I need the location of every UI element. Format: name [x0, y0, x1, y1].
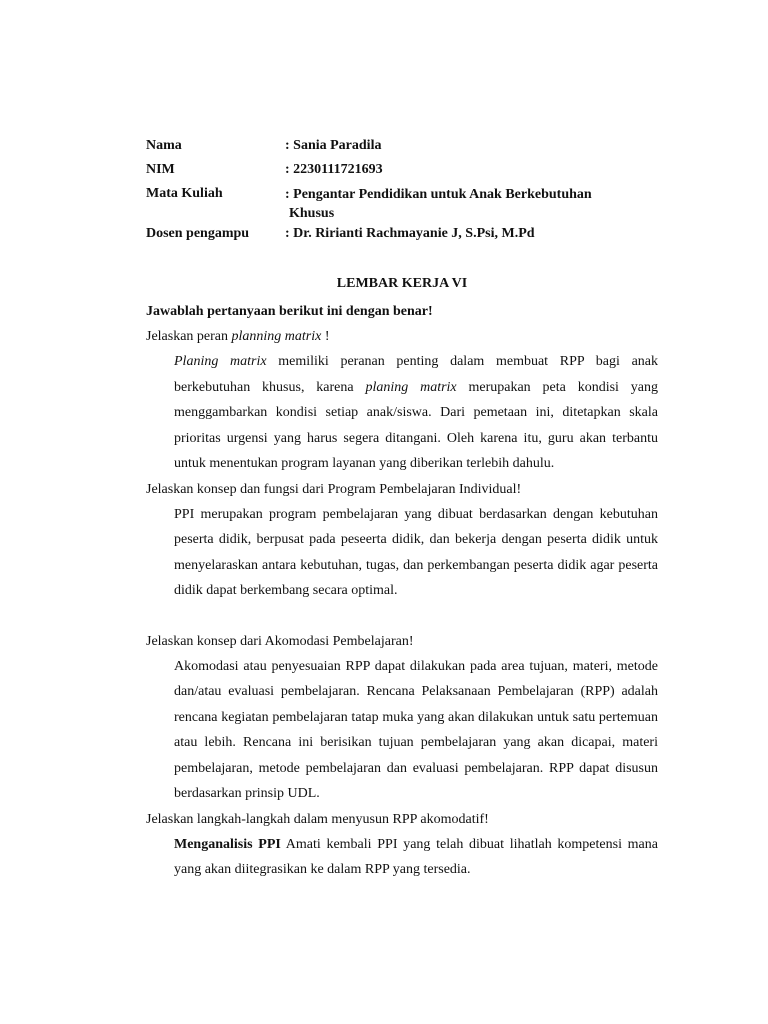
answer-3: Akomodasi atau penyesuaian RPP dapat dilakukan pada area tujuan, materi, metode dan/atau evaluasi pembelajaran. Rencana Pelaksanaan Pembelajaran (RPP) adalah rencana kegiatan pembelajaran tatap muka yang akan dilakukan untuk satu pertemuan atau lebih. Rencana ini berisikan tujuan pembelajaran yang akan dicapai, materi pembelajaran, metode pembelajaran dan evaluasi pembelajaran. RPP dapat disusun berdasarkan prinsip UDL. [174, 658, 658, 801]
answer-1-text-2: merupakan peta kondisi yang menggambarkan kondisi setiap anak/siswa. Dari pemetaan ini, ditetapkan skala prioritas urgensi yang harus segera ditangani. Oleh karena itu, guru akan terbantu untuk menentukan program layanan yang diberikan terlebih dahulu. [174, 379, 658, 471]
name-row [146, 134, 666, 158]
name-value: : Sania Paradila [285, 138, 382, 153]
nim-value: : 2230111721693 [285, 162, 383, 177]
course-label: Mata Kuliah [146, 186, 223, 201]
course-value [285, 182, 666, 222]
student-info [146, 134, 666, 246]
paragraph-gap [146, 604, 658, 629]
answer-2: PPI merupakan program pembelajaran yang dibuat berdasarkan dengan kebutuhan peserta didik, berpusat pada peseerta didik, dan bekerja dengan peserta didik untuk menyelaraskan antara kebutuhan, tugas, dan perkembangan peserta didik agar peserta didik dapat berkembang secara optimal. [174, 506, 658, 598]
question-2: Jelaskan konsep dan fungsi dari Program Pembelajaran Individual! [146, 481, 522, 497]
answer-1-text-1: memiliki peranan penting dalam membuat RPP bagi anak berkebutuhan khusus, karena [174, 354, 658, 395]
question-3: Jelaskan konsep dari Akomodasi Pembelajaran! [146, 633, 414, 649]
answer-4-step-title: Menganalisis PPI [174, 836, 281, 852]
worksheet-title: LEMBAR KERJA VI [336, 276, 468, 291]
course-value-line1: : Pengantar Pendidikan untuk Anak Berkebutuhan [285, 187, 592, 202]
question-1 [146, 324, 658, 349]
lecturer-value: : Dr. Ririanti Rachmayanie J, S.Psi, M.Pd [285, 226, 535, 241]
name-label: Nama [146, 138, 182, 153]
answer-1-term-2: planing matrix [365, 379, 457, 395]
question-4: Jelaskan langkah-langkah dalam menyusun RPP akomodatif! [146, 811, 489, 827]
question-1-term: planning matrix [231, 329, 322, 344]
instruction: Jawablah pertanyaan berikut ini dengan benar! [146, 304, 433, 319]
question-1-suffix: ! [321, 329, 330, 344]
course-value-line2: Khusus [289, 206, 335, 221]
worksheet-body [146, 299, 658, 883]
nim-label: NIM [146, 162, 175, 177]
answer-1 [146, 349, 658, 477]
answer-4 [146, 832, 658, 883]
question-1-prefix: Jelaskan peran [146, 329, 232, 344]
lecturer-label: Dosen pengampu [146, 226, 250, 241]
lecturer-row [146, 222, 666, 246]
nim-row [146, 158, 666, 182]
answer-4-text: Amati kembali PPI yang telah dibuat lihatlah kompetensi mana yang akan diitegrasikan ke dalam RPP yang tersedia. [174, 836, 658, 877]
answer-1-term-1: Planing matrix [174, 354, 267, 369]
course-row [146, 182, 666, 222]
